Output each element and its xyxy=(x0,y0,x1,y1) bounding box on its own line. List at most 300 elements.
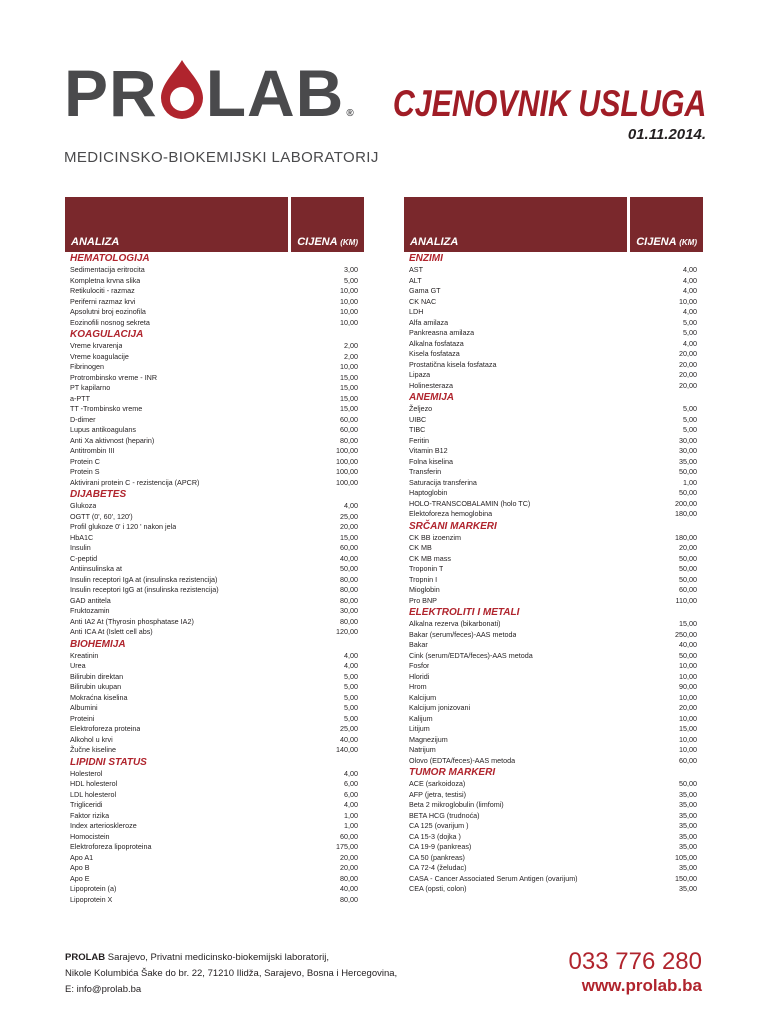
footer-line-2: Nikole Kolumbića Šake do br. 22, 71210 Ilidža, Sarajevo, Bosna i Hercegovina, xyxy=(65,968,398,979)
analysis-price: 5,00 xyxy=(683,425,697,434)
analysis-name: Protrombinsko vreme - INR xyxy=(70,372,158,382)
analysis-name: ALT xyxy=(409,275,422,285)
analysis-name: Pankreasna amilaza xyxy=(409,328,475,337)
price-row xyxy=(409,328,703,339)
analysis-price: 15,00 xyxy=(340,393,358,403)
price-row xyxy=(409,874,703,885)
analysis-price: 5,00 xyxy=(344,703,358,712)
analysis-price: 90,00 xyxy=(679,682,697,691)
analysis-name: Protein S xyxy=(70,467,100,476)
analysis-name: Retikulociti - razmaz xyxy=(70,286,135,295)
price-row xyxy=(409,651,703,662)
price-row xyxy=(70,745,364,756)
analysis-price: 15,00 xyxy=(679,724,697,733)
header-analysis: ANALIZA xyxy=(410,236,459,248)
analysis-price: 5,00 xyxy=(344,671,358,681)
analysis-name: C-peptid xyxy=(70,553,98,563)
analysis-price: 20,00 xyxy=(679,703,697,712)
price-row xyxy=(409,467,703,478)
table-header xyxy=(404,197,703,252)
analysis-name: Holesterol xyxy=(70,768,103,778)
price-row xyxy=(409,339,703,350)
price-row xyxy=(409,842,703,853)
analysis-price: 50,00 xyxy=(679,467,697,476)
analysis-name: HDL holesterol xyxy=(70,779,118,788)
analysis-price: 20,00 xyxy=(340,863,358,872)
analysis-name: Mioglobin xyxy=(409,585,440,594)
analysis-price: 4,00 xyxy=(683,338,697,348)
price-row xyxy=(70,394,364,405)
analysis-name: Protein C xyxy=(70,456,100,466)
analysis-price: 35,00 xyxy=(679,884,697,893)
analysis-price: 60,00 xyxy=(679,755,697,765)
analysis-name: Bilirubin direktan xyxy=(70,671,124,681)
analysis-price: 150,00 xyxy=(675,873,697,883)
footer-address xyxy=(65,950,397,998)
price-row xyxy=(409,349,703,360)
analysis-price: 10,00 xyxy=(679,745,697,754)
price-row xyxy=(409,318,703,329)
analysis-name: Lipaza xyxy=(409,370,431,379)
analysis-price: 50,00 xyxy=(679,488,697,497)
footer-company: PROLAB xyxy=(65,952,106,963)
price-row xyxy=(70,425,364,436)
analysis-price: 60,00 xyxy=(679,585,697,594)
price-row xyxy=(409,478,703,489)
analysis-name: Folna kiselina xyxy=(409,456,453,466)
analysis-name: Kisela fosfataza xyxy=(409,349,460,358)
analysis-price: 25,00 xyxy=(340,724,358,733)
section-heading: DIJABETES xyxy=(70,489,127,500)
header-price-unit: (KM) xyxy=(679,238,697,247)
price-row xyxy=(70,800,364,811)
analysis-name: Holinesteraza xyxy=(409,380,453,390)
analysis-price: 50,00 xyxy=(679,553,697,563)
analysis-price: 10,00 xyxy=(340,317,358,327)
price-row xyxy=(70,265,364,276)
price-row xyxy=(409,863,703,874)
price-row xyxy=(70,790,364,801)
analysis-name: Kompletna krvna slika xyxy=(70,275,141,285)
price-row xyxy=(70,318,364,329)
analysis-price: 180,00 xyxy=(675,532,697,542)
analysis-name: Žučne kiseline xyxy=(70,745,116,754)
analysis-name: Antiinsulinska at xyxy=(70,564,122,573)
analysis-price: 4,00 xyxy=(683,307,697,316)
analysis-name: LDL holesterol xyxy=(70,789,117,799)
section-heading: BIOHEMIJA xyxy=(70,638,126,650)
header-divider xyxy=(627,197,630,252)
price-row xyxy=(70,842,364,853)
price-row xyxy=(409,533,703,544)
analysis-price: 100,00 xyxy=(336,467,358,476)
analysis-name: CEA (opsti, colon) xyxy=(409,884,467,893)
price-row xyxy=(409,619,703,630)
price-row xyxy=(70,853,364,864)
analysis-name: AST xyxy=(409,265,423,274)
analysis-price: 20,00 xyxy=(679,349,697,358)
price-row xyxy=(409,640,703,651)
analysis-name: Lupus antikoagulans xyxy=(70,425,136,434)
section-heading: ENZIMI xyxy=(409,253,443,264)
price-row xyxy=(70,564,364,575)
price-row xyxy=(409,370,703,381)
price-row xyxy=(70,373,364,384)
analysis-price: 3,00 xyxy=(344,265,358,274)
analysis-name: Faktor rizika xyxy=(70,810,110,820)
price-row xyxy=(70,661,364,672)
analysis-price: 20,00 xyxy=(679,380,697,390)
analysis-price: 200,00 xyxy=(675,498,697,508)
analysis-name: Alkalna rezerva (bikarbonati) xyxy=(409,619,501,628)
section-heading: LIPIDNI STATUS xyxy=(70,756,147,768)
analysis-name: Kalcijum jonizovani xyxy=(409,703,471,712)
header-analysis: ANALIZA xyxy=(71,236,120,248)
price-row xyxy=(70,307,364,318)
section-heading: ANEMIJA xyxy=(409,392,455,403)
analysis-price: 80,00 xyxy=(340,435,358,445)
analysis-price: 4,00 xyxy=(344,768,358,778)
analysis-price: 10,00 xyxy=(679,671,697,681)
price-row xyxy=(409,436,703,447)
analysis-name: Kreatinin xyxy=(70,650,99,660)
analysis-name: Fibrinogen xyxy=(70,362,104,371)
analysis-price: 5,00 xyxy=(344,692,358,702)
price-row xyxy=(409,499,703,510)
analysis-price: 30,00 xyxy=(340,606,358,615)
analysis-price: 50,00 xyxy=(679,574,697,584)
analysis-price: 80,00 xyxy=(340,574,358,584)
analysis-name: Apsolutni broj eozinofila xyxy=(70,307,146,316)
price-row xyxy=(70,543,364,554)
analysis-name: Magnezijum xyxy=(409,734,448,744)
analysis-name: Kalijum xyxy=(409,713,433,723)
analysis-price: 5,00 xyxy=(683,404,697,413)
analysis-name: UIBC xyxy=(409,414,427,424)
price-row xyxy=(70,735,364,746)
price-row xyxy=(409,307,703,318)
price-row xyxy=(70,832,364,843)
analysis-name: Vitamin B12 xyxy=(409,446,448,455)
analysis-price: 5,00 xyxy=(683,414,697,424)
analysis-price: 180,00 xyxy=(675,509,697,518)
footer-phone[interactable]: 033 776 280 xyxy=(568,948,702,975)
analysis-name: CA 72-4 (želudac) xyxy=(409,863,467,872)
analysis-price: 35,00 xyxy=(679,831,697,841)
analysis-price: 10,00 xyxy=(340,307,358,316)
analysis-price: 40,00 xyxy=(340,884,358,893)
analysis-price: 80,00 xyxy=(340,616,358,626)
analysis-price: 30,00 xyxy=(679,446,697,455)
analysis-price: 20,00 xyxy=(340,852,358,862)
analysis-name: Mokraćna kiselina xyxy=(70,692,128,702)
analysis-price: 50,00 xyxy=(679,650,697,660)
analysis-price: 4,00 xyxy=(344,501,358,510)
analysis-price: 20,00 xyxy=(679,543,697,552)
section-heading: ELEKTROLITI I METALI xyxy=(409,607,520,618)
analysis-price: 5,00 xyxy=(344,275,358,285)
analysis-name: Lipoprotein X xyxy=(70,894,113,904)
price-row xyxy=(409,404,703,415)
price-row xyxy=(70,811,364,822)
page-title: CJENOVNIK USLUGA xyxy=(392,83,706,124)
section-heading: HEMATOLOGIJA xyxy=(70,253,150,264)
analysis-name: CA 125 (ovarijum ) xyxy=(409,821,469,830)
analysis-price: 40,00 xyxy=(679,640,697,649)
analysis-name: Anti IA2 At (Thyrosin phosphatase IA2) xyxy=(70,616,194,626)
analysis-name: GAD antitela xyxy=(70,595,111,605)
analysis-name: Transferin xyxy=(409,467,442,476)
analysis-name: Anti Xa aktivnost (heparin) xyxy=(70,435,155,445)
analysis-price: 5,00 xyxy=(344,682,358,691)
analysis-name: AFP (jetra, testisi) xyxy=(409,789,466,799)
price-row xyxy=(70,874,364,885)
right-rows xyxy=(404,252,703,895)
analysis-price: 100,00 xyxy=(336,456,358,466)
price-row xyxy=(70,821,364,832)
analysis-name: CK NAC xyxy=(409,296,437,306)
price-row xyxy=(409,800,703,811)
price-row xyxy=(70,617,364,628)
analysis-price: 4,00 xyxy=(344,800,358,809)
analysis-name: Insulin receptori IgA at (insulinska rezistencija) xyxy=(70,574,218,584)
analysis-price: 100,00 xyxy=(336,477,358,487)
analysis-name: CA 50 (pankreas) xyxy=(409,852,465,862)
left-price-table xyxy=(65,197,364,905)
analysis-price: 1,00 xyxy=(344,821,358,830)
footer-website[interactable]: www.prolab.ba xyxy=(581,976,702,995)
analysis-name: Alkohol u krvi xyxy=(70,734,113,744)
table-header xyxy=(65,197,364,252)
analysis-name: Cink (serum/EDTA/feces)-AAS metoda xyxy=(409,650,533,660)
price-row xyxy=(70,415,364,426)
price-row xyxy=(409,554,703,565)
price-row xyxy=(70,383,364,394)
analysis-price: 25,00 xyxy=(340,511,358,521)
footer-email[interactable]: E: info@prolab.ba xyxy=(65,984,142,995)
prolab-logo xyxy=(64,56,379,166)
analysis-price: 60,00 xyxy=(340,414,358,424)
right-price-table xyxy=(404,197,703,895)
analysis-name: Proteini xyxy=(70,713,95,723)
price-row xyxy=(70,341,364,352)
analysis-price: 35,00 xyxy=(679,456,697,466)
price-row xyxy=(70,404,364,415)
analysis-name: LDH xyxy=(409,307,424,316)
price-row xyxy=(70,714,364,725)
analysis-name: CA 15-3 (dojka ) xyxy=(409,831,461,841)
price-row xyxy=(70,362,364,373)
analysis-name: Elektroforeza lipoproteina xyxy=(70,842,152,851)
analysis-price: 140,00 xyxy=(336,745,358,754)
price-row xyxy=(70,478,364,489)
price-row xyxy=(409,596,703,607)
analysis-name: Homocistein xyxy=(70,831,110,841)
price-row xyxy=(409,682,703,693)
analysis-name: Antitrombin III xyxy=(70,446,115,455)
header-price-label: CIJENA xyxy=(297,236,338,248)
analysis-name: Hloridi xyxy=(409,671,430,681)
price-row xyxy=(409,693,703,704)
price-row xyxy=(70,651,364,662)
header-divider xyxy=(288,197,291,252)
logo-text-lab: LAB xyxy=(205,56,345,130)
price-row xyxy=(409,745,703,756)
analysis-price: 5,00 xyxy=(344,713,358,723)
price-row xyxy=(409,756,703,767)
price-row xyxy=(409,672,703,683)
analysis-price: 60,00 xyxy=(340,425,358,434)
analysis-price: 35,00 xyxy=(679,821,697,830)
price-row xyxy=(70,522,364,533)
price-list-date: 01.11.2014. xyxy=(627,126,706,143)
footer-line-1-text: Sarajevo, Privatni medicinsko-biokemijski laboratorij, xyxy=(105,952,329,963)
header-price-unit: (KM) xyxy=(340,238,358,247)
analysis-name: Aktivirani protein C - rezistencija (APCR) xyxy=(70,477,200,487)
analysis-price: 10,00 xyxy=(679,713,697,723)
analysis-price: 20,00 xyxy=(340,522,358,531)
header-price-label: CIJENA xyxy=(636,236,677,248)
analysis-name: HbA1C xyxy=(70,532,94,542)
analysis-name: ACE (sarkoidoza) xyxy=(409,779,466,788)
analysis-price: 50,00 xyxy=(679,779,697,788)
analysis-price: 4,00 xyxy=(683,265,697,274)
price-row xyxy=(409,853,703,864)
analysis-name: TT -Trombinsko vreme xyxy=(70,404,143,413)
analysis-price: 5,00 xyxy=(683,317,697,327)
price-row xyxy=(409,735,703,746)
analysis-name: Elektoforeza hemoglobina xyxy=(409,509,493,518)
analysis-name: Beta 2 mikroglobulin (limfomi) xyxy=(409,800,504,809)
price-row xyxy=(409,457,703,468)
price-row xyxy=(409,488,703,499)
price-row xyxy=(70,297,364,308)
analysis-name: Vreme krvarenja xyxy=(70,341,123,350)
price-row xyxy=(70,779,364,790)
analysis-name: Vreme koagulacije xyxy=(70,351,129,361)
price-row xyxy=(70,596,364,607)
analysis-price: 105,00 xyxy=(675,852,697,862)
price-row xyxy=(409,425,703,436)
price-row xyxy=(409,661,703,672)
section-heading: KOAGULACIJA xyxy=(70,329,144,340)
analysis-name: OGTT (0', 60', 120') xyxy=(70,511,133,521)
price-row xyxy=(409,821,703,832)
analysis-price: 1,00 xyxy=(683,477,697,487)
price-row xyxy=(70,724,364,735)
analysis-name: Apo E xyxy=(70,873,90,883)
registered-mark: ® xyxy=(346,108,355,119)
analysis-name: PT kapilarno xyxy=(70,383,111,392)
analysis-price: 2,00 xyxy=(344,341,358,350)
analysis-name: Natrijum xyxy=(409,745,436,754)
left-rows xyxy=(65,252,364,905)
analysis-name: Fruktozamin xyxy=(70,606,110,615)
analysis-name: Fosfor xyxy=(409,661,430,670)
price-row xyxy=(409,575,703,586)
analysis-price: 20,00 xyxy=(679,359,697,369)
analysis-name: Željezo xyxy=(409,404,433,413)
logo-subtitle: MEDICINSKO-BIOKEMIJSKI LABORATORIJ xyxy=(64,149,379,166)
analysis-price: 10,00 xyxy=(679,734,697,744)
analysis-name: Eozinofili nosnog sekreta xyxy=(70,317,150,327)
analysis-price: 1,00 xyxy=(344,810,358,820)
analysis-price: 80,00 xyxy=(340,595,358,605)
price-row xyxy=(70,693,364,704)
logo-drop-icon xyxy=(159,64,205,116)
analysis-name: Glukoza xyxy=(70,501,97,510)
analysis-price: 15,00 xyxy=(340,372,358,382)
analysis-name: Bakar xyxy=(409,640,428,649)
price-row xyxy=(409,884,703,895)
analysis-name: Index arterioskleroze xyxy=(70,821,137,830)
analysis-price: 100,00 xyxy=(336,446,358,455)
analysis-name: Apo A1 xyxy=(70,852,94,862)
analysis-price: 2,00 xyxy=(344,351,358,361)
page-header xyxy=(324,84,706,144)
analysis-name: Sedimentacija eritrocita xyxy=(70,265,145,274)
analysis-price: 80,00 xyxy=(340,585,358,594)
analysis-name: Kalcijum xyxy=(409,692,437,702)
analysis-name: TIBC xyxy=(409,425,426,434)
analysis-price: 15,00 xyxy=(340,532,358,542)
analysis-price: 15,00 xyxy=(679,619,697,628)
analysis-price: 50,00 xyxy=(340,564,358,573)
price-row xyxy=(70,672,364,683)
analysis-name: Litijum xyxy=(409,724,430,733)
analysis-name: CASA - Cancer Associated Serum Antigen (ovarijum) xyxy=(409,873,578,883)
price-row xyxy=(409,779,703,790)
analysis-name: Albumini xyxy=(70,703,98,712)
price-row xyxy=(70,352,364,363)
analysis-price: 80,00 xyxy=(340,894,358,904)
analysis-price: 4,00 xyxy=(344,661,358,670)
analysis-name: Bilirubin ukupan xyxy=(70,682,122,691)
analysis-name: Haptoglobin xyxy=(409,488,448,497)
analysis-price: 40,00 xyxy=(340,553,358,563)
analysis-price: 10,00 xyxy=(340,286,358,295)
price-row xyxy=(409,564,703,575)
price-row xyxy=(70,682,364,693)
analysis-name: Feritin xyxy=(409,435,429,445)
analysis-name: Insulin xyxy=(70,543,91,552)
analysis-name: Gama GT xyxy=(409,286,441,295)
analysis-name: Saturacija transferina xyxy=(409,477,477,487)
price-row xyxy=(409,703,703,714)
analysis-name: Olovo (EDTA/feces)-AAS metoda xyxy=(409,755,516,765)
analysis-name: CK MB xyxy=(409,543,432,552)
price-row xyxy=(409,630,703,641)
analysis-name: Insulin receptori IgG at (insulinska rezistencija) xyxy=(70,585,219,594)
analysis-price: 10,00 xyxy=(679,296,697,306)
analysis-price: 60,00 xyxy=(340,543,358,552)
analysis-name: CK BB izoenzim xyxy=(409,532,461,542)
price-row xyxy=(70,884,364,895)
analysis-name: HOLO-TRANSCOBALAMIN (holo TC) xyxy=(409,498,531,508)
analysis-name: Urea xyxy=(70,661,86,670)
price-row xyxy=(409,381,703,392)
price-row xyxy=(70,446,364,457)
analysis-name: Tropnin I xyxy=(409,574,438,584)
analysis-price: 6,00 xyxy=(344,779,358,788)
analysis-name: CK MB mass xyxy=(409,553,451,563)
price-row xyxy=(70,457,364,468)
analysis-name: D-dimer xyxy=(70,414,96,424)
analysis-name: Apo B xyxy=(70,863,90,872)
analysis-price: 20,00 xyxy=(679,370,697,379)
price-row xyxy=(409,724,703,735)
analysis-name: Lipoprotein (a) xyxy=(70,884,117,893)
